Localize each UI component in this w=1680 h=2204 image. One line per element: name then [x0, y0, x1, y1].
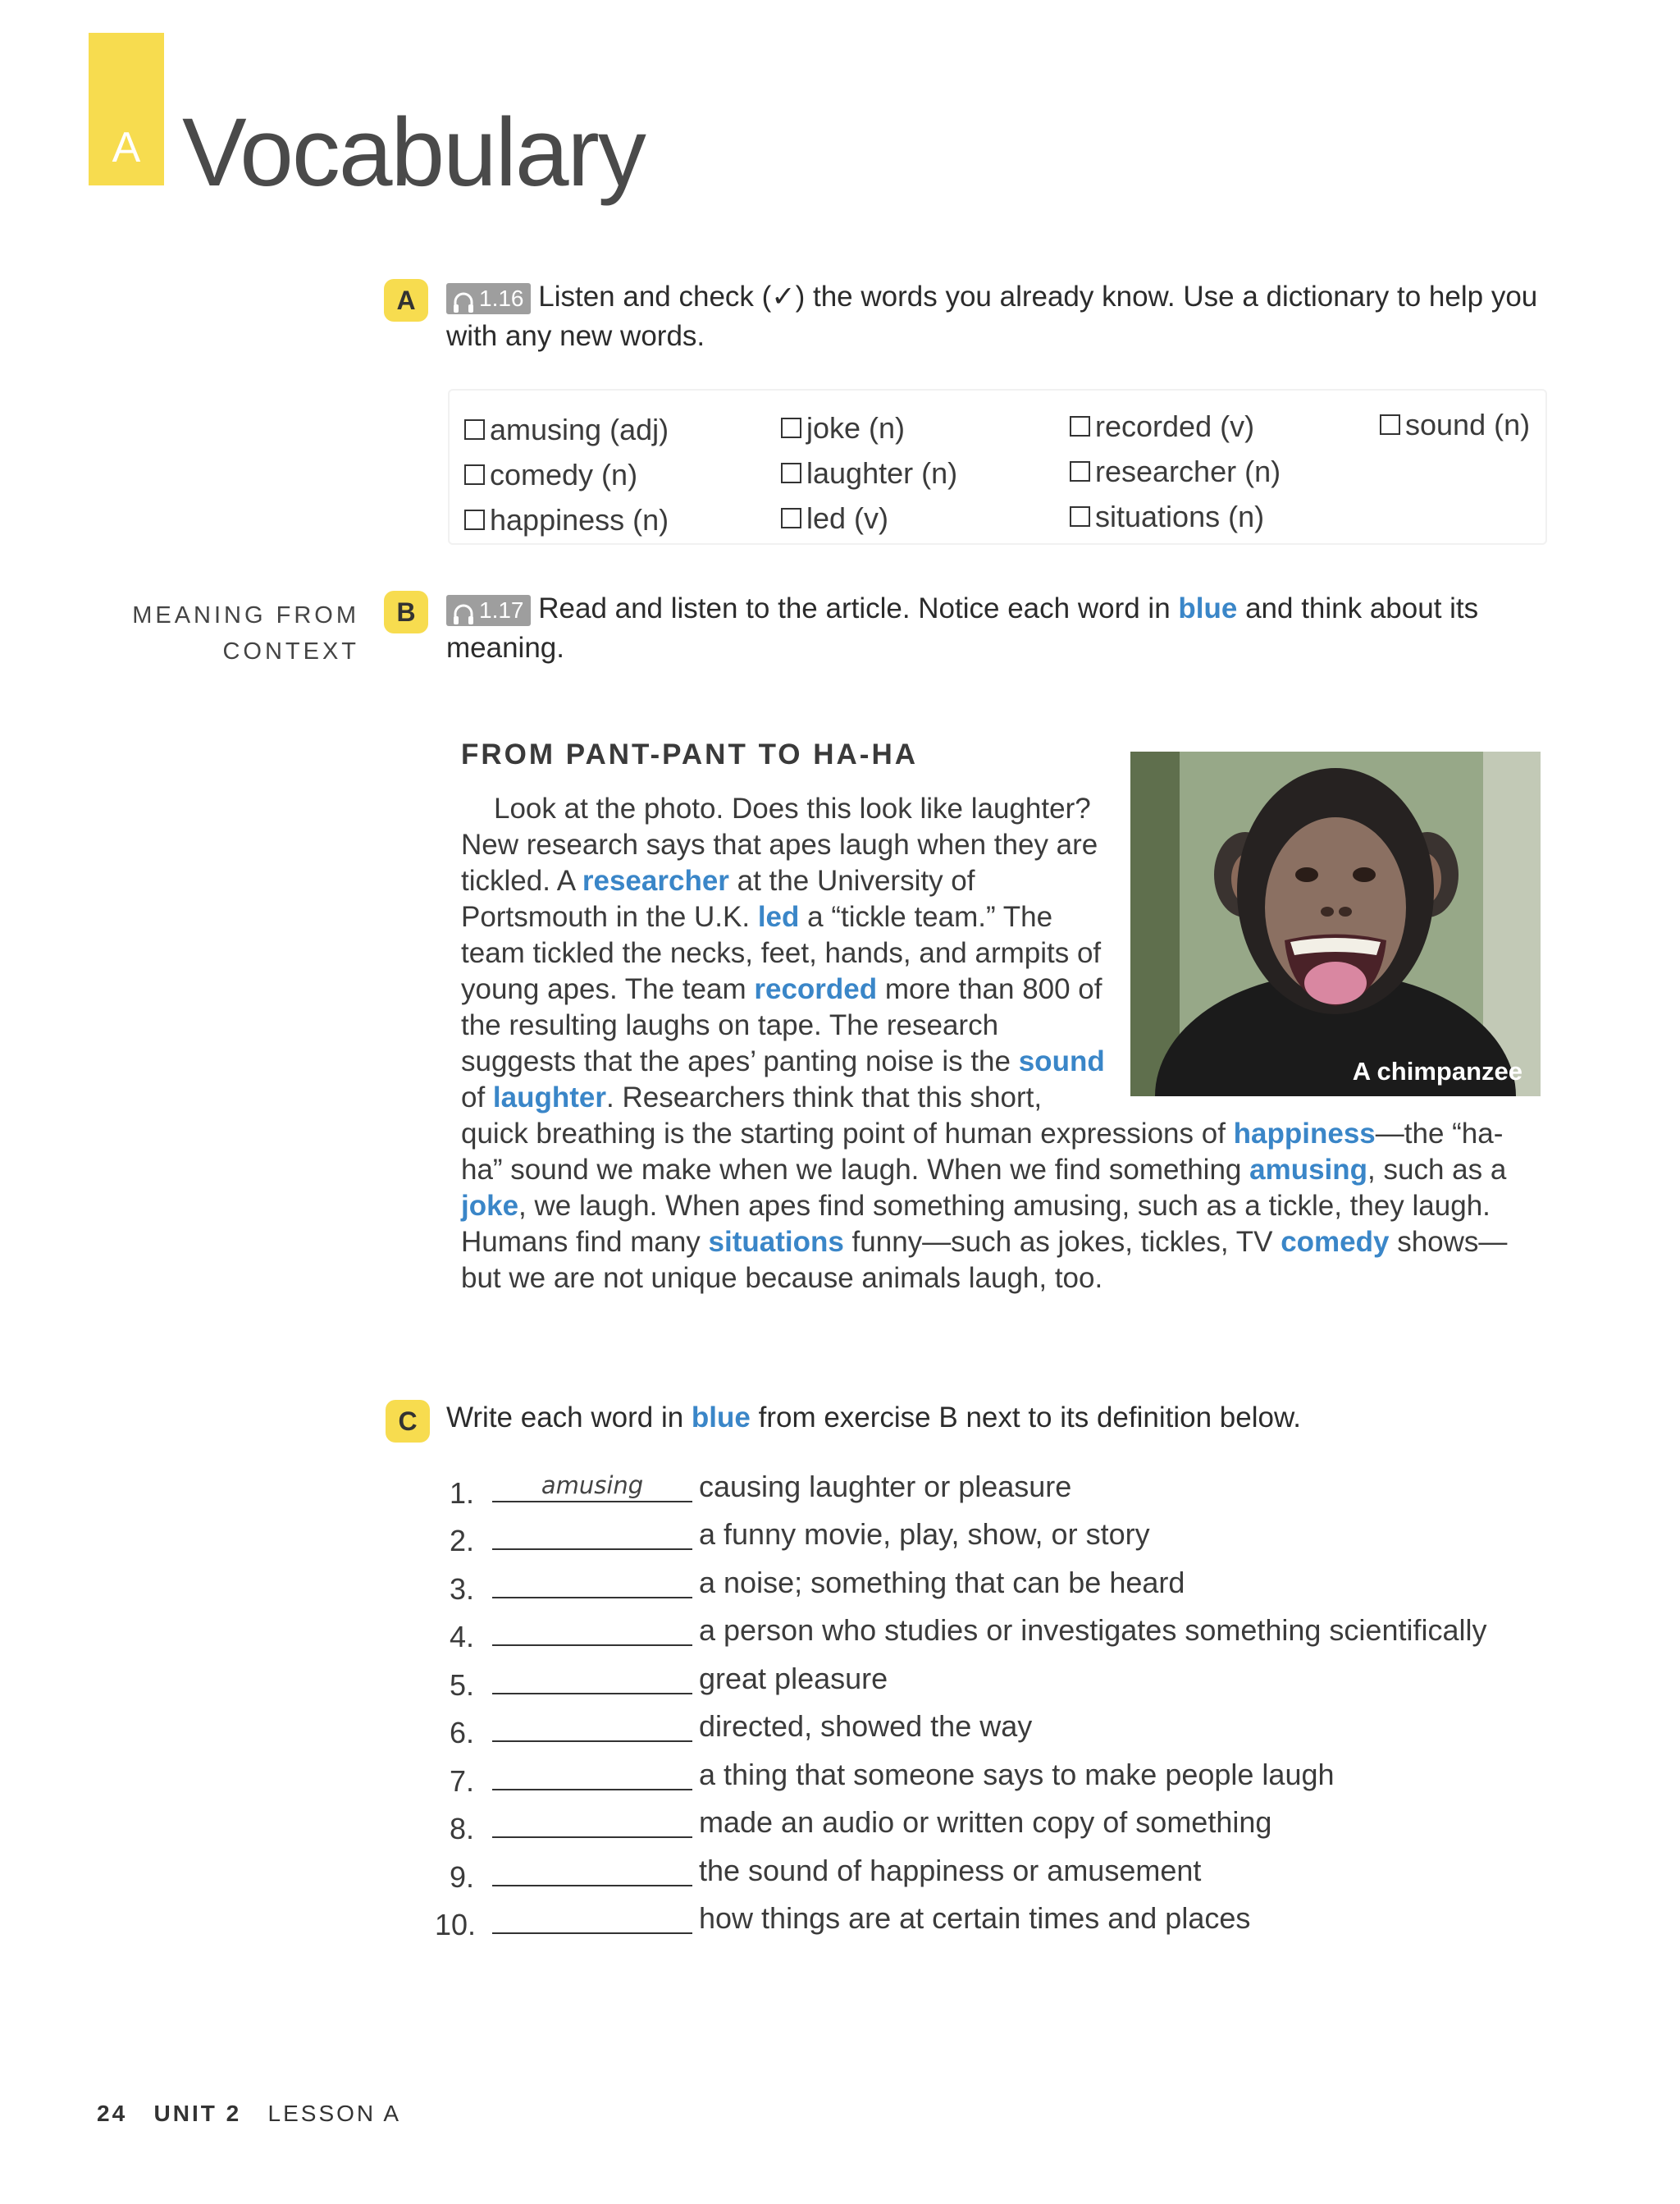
vocab-word: sound — [1018, 1045, 1105, 1077]
vocab-word: happiness — [1233, 1118, 1376, 1150]
exercise-b-instruction-blue: blue — [1178, 592, 1238, 624]
page-title: Vocabulary — [182, 98, 645, 207]
item-number: 10. — [435, 1908, 477, 1941]
word-item[interactable]: amusing (adj) — [464, 407, 669, 452]
checkbox-icon[interactable] — [1070, 506, 1090, 527]
item-number: 7. — [449, 1763, 474, 1798]
vocab-word: comedy — [1281, 1226, 1390, 1258]
definition-row — [435, 1846, 1487, 1895]
word-column-1 — [464, 407, 669, 542]
answer-text: amusing — [541, 1470, 644, 1499]
definition-text: how things are at certain times and places — [699, 1901, 1251, 1935]
definition-row — [435, 1462, 1487, 1511]
word-item[interactable]: situations (n) — [1070, 494, 1281, 539]
page-number: 24 — [97, 2101, 128, 2126]
word-item[interactable]: happiness (n) — [464, 497, 669, 542]
exercise-b-instruction-pre: Read and listen to the article. Notice each word in — [538, 592, 1179, 624]
definition-row — [435, 1654, 1487, 1703]
vocab-word: recorded — [754, 973, 878, 1005]
lesson-label: LESSON A — [267, 2101, 402, 2126]
word-column-3 — [1070, 404, 1281, 539]
item-number: 3. — [449, 1571, 474, 1606]
exercise-c-instruction: Write each word in blue from exercise B next to its definition below. — [446, 1402, 1302, 1434]
photo-caption: A chimpanzee — [1352, 1057, 1522, 1086]
item-number: 2. — [449, 1524, 474, 1557]
word-item[interactable]: recorded (v) — [1070, 404, 1281, 449]
definition-row — [435, 1799, 1487, 1847]
item-number: 5. — [449, 1667, 474, 1702]
item-number: 9. — [449, 1859, 474, 1894]
checkbox-icon[interactable] — [464, 464, 485, 485]
definition-row — [435, 1750, 1487, 1799]
checkbox-icon[interactable] — [464, 510, 485, 530]
definition-list — [435, 1462, 1487, 1942]
word-item[interactable]: comedy (n) — [464, 452, 669, 497]
unit-label: UNIT 2 — [153, 2101, 242, 2126]
definition-text: great pleasure — [699, 1661, 888, 1695]
word-item[interactable]: researcher (n) — [1070, 449, 1281, 494]
exercise-a-instruction: Listen and check (✓) the words you already know. Use a dictionary to help you with any new words. — [446, 281, 1538, 352]
item-number: 4. — [449, 1620, 474, 1653]
definition-text: causing laughter or pleasure — [699, 1469, 1072, 1503]
item-number: 1. — [449, 1475, 474, 1510]
headphones-icon — [453, 599, 474, 622]
answer-blank[interactable] — [492, 1756, 692, 1790]
word-column-4 — [1380, 402, 1530, 447]
answer-blank[interactable] — [492, 1660, 692, 1694]
definition-text: a person who studies or investigates something scientifically — [699, 1613, 1487, 1647]
definition-text: a noise; something that can be heard — [699, 1565, 1185, 1599]
word-column-2 — [781, 405, 957, 541]
answer-blank[interactable] — [492, 1708, 692, 1742]
chimpanzee-illustration — [1130, 752, 1541, 1096]
vocab-word: joke — [461, 1190, 519, 1222]
checkbox-icon[interactable] — [1380, 414, 1400, 435]
audio-track-badge[interactable] — [446, 595, 531, 626]
exercise-b-badge: B — [384, 591, 428, 633]
checkbox-icon[interactable] — [781, 418, 801, 438]
exercise-b-instruction-block — [446, 589, 1545, 668]
vocab-word: laughter — [492, 1081, 606, 1113]
definition-row — [435, 1703, 1487, 1751]
definition-text: a funny movie, play, show, or story — [699, 1517, 1150, 1551]
answer-blank[interactable] — [492, 1468, 692, 1502]
word-item[interactable]: sound (n) — [1380, 402, 1530, 447]
checkbox-icon[interactable] — [1070, 416, 1090, 437]
exercise-c-badge: C — [386, 1400, 430, 1443]
checkbox-icon[interactable] — [1070, 461, 1090, 482]
answer-blank[interactable] — [492, 1804, 692, 1838]
word-item[interactable]: laughter (n) — [781, 450, 957, 496]
answer-blank[interactable] — [492, 1564, 692, 1598]
definition-row — [435, 1558, 1487, 1607]
answer-blank[interactable] — [492, 1516, 692, 1550]
vocab-word: researcher — [582, 865, 729, 897]
vocab-word: situations — [708, 1226, 844, 1258]
exercise-b-instruction-post: and think about its meaning. — [446, 592, 1479, 664]
definition-text: a thing that someone says to make people laugh — [699, 1757, 1335, 1791]
audio-track-badge[interactable] — [446, 283, 531, 314]
sidebar-label: MEANING FROM CONTEXT — [132, 602, 359, 665]
vocab-word: amusing — [1249, 1154, 1368, 1186]
word-item[interactable]: led (v) — [781, 496, 957, 541]
item-number: 8. — [449, 1812, 474, 1845]
vocab-word: led — [757, 901, 800, 933]
definition-text: the sound of happiness or amusement — [699, 1853, 1202, 1887]
page-footer — [97, 2101, 401, 2127]
answer-blank[interactable] — [492, 1612, 692, 1646]
word-box — [448, 389, 1547, 545]
item-number: 6. — [449, 1716, 474, 1749]
definition-text: made an audio or written copy of something — [699, 1805, 1272, 1839]
checkbox-icon[interactable] — [781, 463, 801, 483]
exercise-a-badge: A — [384, 279, 428, 322]
chimpanzee-photo — [1130, 752, 1541, 1096]
headphones-icon — [453, 287, 474, 310]
definition-text: directed, showed the way — [699, 1709, 1033, 1743]
checkbox-icon[interactable] — [464, 419, 485, 440]
definition-row — [435, 1607, 1487, 1655]
answer-blank[interactable] — [492, 1852, 692, 1886]
article-title: FROM PANT-PANT TO HA-HA — [461, 738, 919, 770]
audio-track-number: 1.17 — [479, 597, 524, 623]
definition-row — [435, 1895, 1487, 1943]
section-letter: A — [112, 124, 141, 171]
checkbox-icon[interactable] — [781, 508, 801, 528]
audio-track-number: 1.16 — [479, 285, 524, 311]
answer-blank[interactable] — [492, 1900, 692, 1934]
article-body: A chimpanzee Look at the photo. Does this look like laughter? New research says that apes laugh when they are tickled. A researcher at the University of Portsmouth in the U.K. led a “tickle team.” The team tickled the necks, feet, hands, and armpits of young apes. The team recorded more than 800 of the resulting laughs on tape. The research suggests that the apes’ panting noise is the sound of laughter. Researchers think that this short, quick breathing is the starting point of human expressions of happiness—the “ha-ha” sound we make when we laugh. When we find something amusing, such as a joke, we laugh. When apes find something amusing, such as a tickle, they laugh. Humans find many situations funny—such as jokes, tickles, TV comedy shows—but we are not unique because animals laugh, too. — [461, 791, 1536, 1296]
word-item[interactable]: joke (n) — [781, 405, 957, 450]
exercise-a-instruction-block — [446, 277, 1554, 356]
definition-row — [435, 1511, 1487, 1559]
